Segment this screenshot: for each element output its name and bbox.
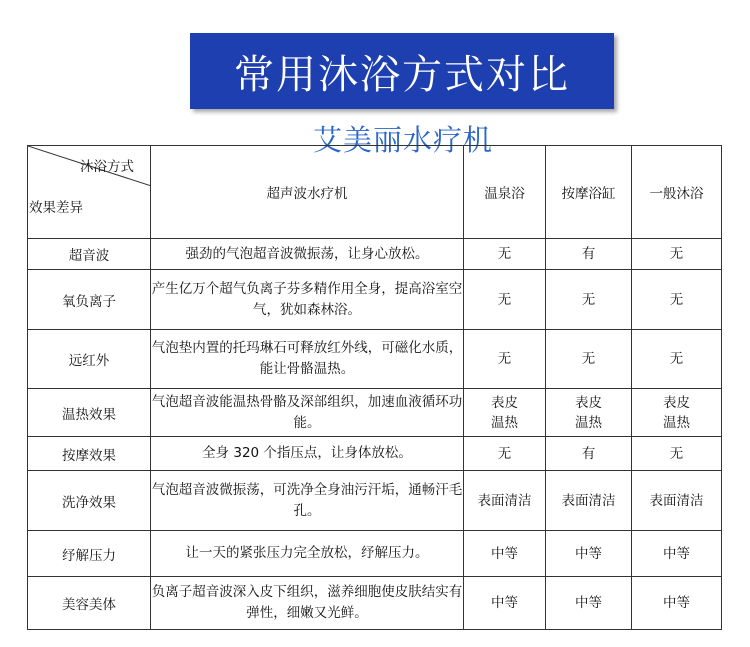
column-header-hot-spring: 温泉浴 (464, 146, 546, 239)
feature-cell: 按摩效果 (28, 437, 151, 471)
description-cell: 全身 320 个指压点，让身体放松。 (151, 437, 464, 471)
value-cell: 表皮 温热 (632, 389, 722, 437)
table-row (28, 330, 722, 389)
value-cell: 表皮 温热 (546, 389, 632, 437)
value-cell: 表面清洁 (464, 471, 546, 531)
page-title: 常用沐浴方式对比 (234, 51, 570, 98)
value-cell: 无 (632, 270, 722, 330)
value-cell: 无 (464, 437, 546, 471)
feature-cell: 美容美体 (28, 577, 151, 630)
corner-header-cell (28, 146, 151, 239)
corner-label-effect-difference: 效果差异 (29, 200, 83, 216)
table-row (28, 531, 722, 577)
table-row (28, 389, 722, 437)
value-cell: 无 (546, 330, 632, 389)
table-row (28, 577, 722, 630)
column-header-ultrasonic: 超声波水疗机 (151, 146, 464, 239)
header-row (28, 146, 722, 239)
value-cell: 中等 (546, 531, 632, 577)
feature-cell: 温热效果 (28, 389, 151, 437)
value-cell: 无 (632, 239, 722, 270)
comparison-table-body (28, 146, 722, 630)
feature-cell: 超音波 (28, 239, 151, 270)
value-cell: 无 (632, 330, 722, 389)
title-banner (190, 33, 614, 109)
value-cell: 中等 (632, 531, 722, 577)
column-header-massage-tub: 按摩浴缸 (546, 146, 632, 239)
value-cell: 中等 (464, 577, 546, 630)
table-row (28, 437, 722, 471)
value-cell: 中等 (464, 531, 546, 577)
table-row (28, 471, 722, 531)
value-cell: 中等 (632, 577, 722, 630)
value-cell: 无 (464, 270, 546, 330)
column-header-regular-bath: 一般沐浴 (632, 146, 722, 239)
table-row (28, 239, 722, 270)
feature-cell: 氧负离子 (28, 270, 151, 330)
feature-cell: 洗净效果 (28, 471, 151, 531)
description-cell: 让一天的紧张压力完全放松，纾解压力。 (151, 531, 464, 577)
feature-cell: 远红外 (28, 330, 151, 389)
comparison-table (27, 145, 722, 630)
table-row (28, 270, 722, 330)
value-cell: 中等 (546, 577, 632, 630)
description-cell: 产生亿万个超气负离子芬多精作用全身，提高浴室空气，犹如森林浴。 (151, 270, 464, 330)
description-cell: 强劲的气泡超音波微振荡，让身心放松。 (151, 239, 464, 270)
description-cell: 气泡超音波微振荡，可洗净全身油污汗垢，通畅汗毛孔。 (151, 471, 464, 531)
description-cell: 气泡超音波能温热骨骼及深部组织，加速血液循环功能。 (151, 389, 464, 437)
value-cell: 无 (464, 330, 546, 389)
value-cell: 有 (546, 437, 632, 471)
corner-label-bath-method: 沐浴方式 (80, 159, 134, 175)
value-cell: 表面清洁 (632, 471, 722, 531)
value-cell: 无 (546, 270, 632, 330)
value-cell: 表面清洁 (546, 471, 632, 531)
value-cell: 无 (464, 239, 546, 270)
feature-cell: 纾解压力 (28, 531, 151, 577)
description-cell: 负离子超音波深入皮下组织，滋养细胞使皮肤结实有弹性，细嫩又光鲜。 (151, 577, 464, 630)
value-cell: 表皮 温热 (464, 389, 546, 437)
product-subtitle: 艾美丽水疗机 (312, 123, 493, 157)
value-cell: 有 (546, 239, 632, 270)
value-cell: 无 (632, 437, 722, 471)
description-cell: 气泡垫内置的托玛琳石可释放红外线，可磁化水质，能让骨骼温热。 (151, 330, 464, 389)
